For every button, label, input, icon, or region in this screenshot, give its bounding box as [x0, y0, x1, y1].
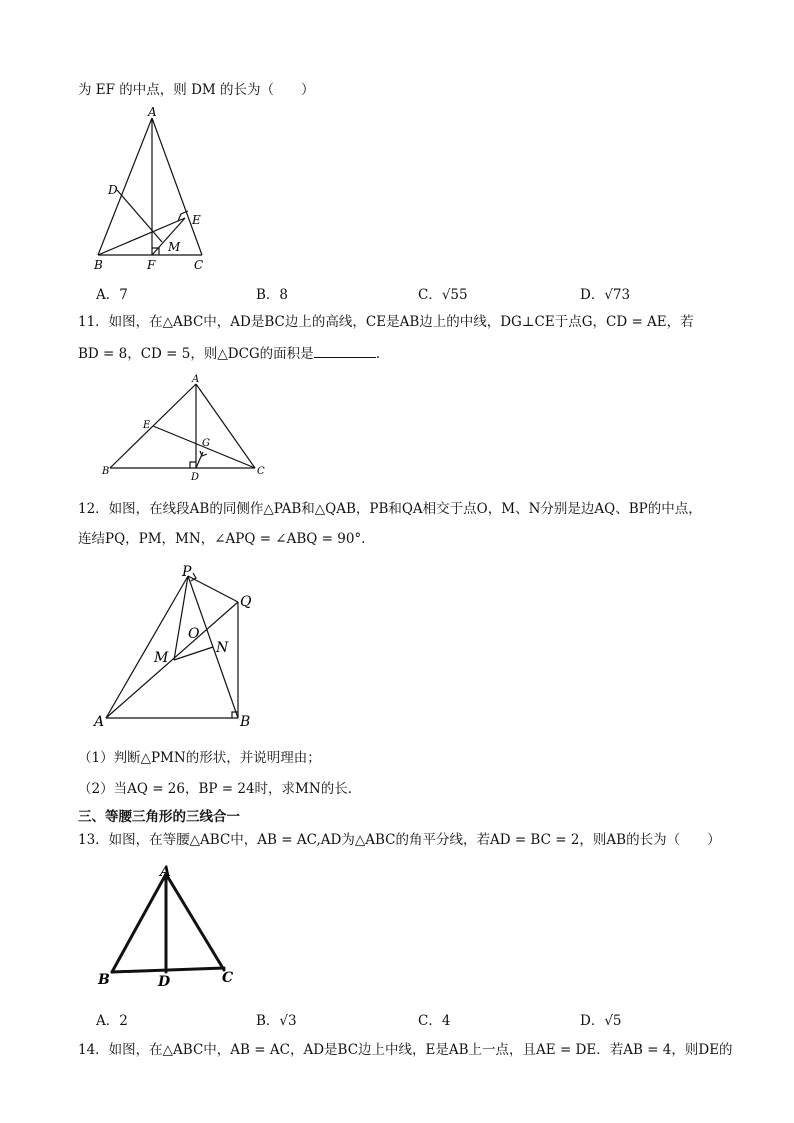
q11-label-D: D [191, 472, 200, 483]
q10-stem-tail: 为 EF 的中点，则 DM 的长为（ ） [78, 82, 315, 98]
q13-label-C: C [222, 970, 234, 986]
q11-label-G: G [202, 438, 210, 449]
q12-sub1: （1）判断△PMN的形状，并说明理由； [78, 750, 321, 766]
q11-label-C: C [257, 466, 265, 477]
q11-label-B: B [102, 466, 110, 477]
q11-line1: 11．如图，在△ABC中，AD是BC边上的高线，CE是AB边上的中线，DG⊥CE于点G，CD = AE，若 [78, 314, 694, 330]
q10-option-d[interactable]: D．√73 [580, 287, 631, 303]
q10-label-E: E [192, 213, 201, 227]
q10-option-a[interactable]: A．7 [96, 287, 128, 303]
q12-line2: 连结PQ，PM，MN，∠APQ = ∠ABQ = 90°． [78, 531, 375, 547]
q12-line1: 12．如图，在线段AB的同侧作△PAB和△QAB，PB和QA相交于点O，M、N分别是边AQ、BP的中点， [78, 501, 702, 517]
q11-label-E: E [143, 420, 151, 431]
q11-line2 [78, 343, 380, 364]
q10-label-B: B [94, 258, 103, 272]
q10-option-b[interactable]: B．8 [256, 287, 289, 303]
q13-option-c[interactable]: C．4 [418, 1013, 451, 1029]
q13-option-a[interactable]: A．2 [96, 1013, 128, 1029]
q12-label-M: M [154, 650, 169, 666]
q12-label-P: P [182, 564, 192, 580]
q11-answer-blank[interactable] [314, 343, 376, 358]
q12-label-B: B [240, 714, 251, 730]
q13-label-D: D [158, 974, 171, 990]
q12-label-A: A [94, 714, 105, 730]
q11-line2-suffix: . [375, 346, 380, 362]
q12-figure [92, 560, 272, 730]
q13-line1: 13．如图，在等腰△ABC中，AB = AC,AD为△ABC的角平分线，若AD = BC = 2，则AB的长为（ ） [78, 832, 721, 848]
q12-sub2: （2）当AQ = 26，BP = 24时，求MN的长． [78, 781, 362, 797]
q10-option-c[interactable]: C．√55 [418, 287, 468, 303]
q10-label-C: C [194, 258, 204, 272]
q12-label-O: O [188, 626, 200, 642]
q10-label-M: M [168, 240, 181, 254]
section-3-heading: 三、等腰三角形的三线合一 [78, 809, 240, 825]
q13-option-d[interactable]: D．√5 [580, 1013, 622, 1029]
q10-label-D: D [108, 183, 118, 197]
q10-figure [90, 105, 220, 273]
q12-label-Q: Q [240, 594, 252, 610]
q13-option-b[interactable]: B．√3 [256, 1013, 297, 1029]
q11-line2-prefix: BD = 8，CD = 5，则△DCG的面积是 [78, 346, 314, 362]
q13-label-A: A [160, 864, 171, 880]
q10-label-F: F [147, 258, 156, 272]
q14-line1: 14．如图，在△ABC中，AB = AC，AD是BC边上中线，E是AB上一点，且AE = DE．若AB = 4，则DE的 [78, 1042, 733, 1058]
q12-label-N: N [216, 640, 229, 656]
q11-label-A: A [192, 374, 200, 385]
q13-figure [96, 862, 256, 992]
q10-label-A: A [148, 105, 157, 119]
q11-figure [100, 372, 280, 482]
q13-label-B: B [98, 972, 110, 988]
